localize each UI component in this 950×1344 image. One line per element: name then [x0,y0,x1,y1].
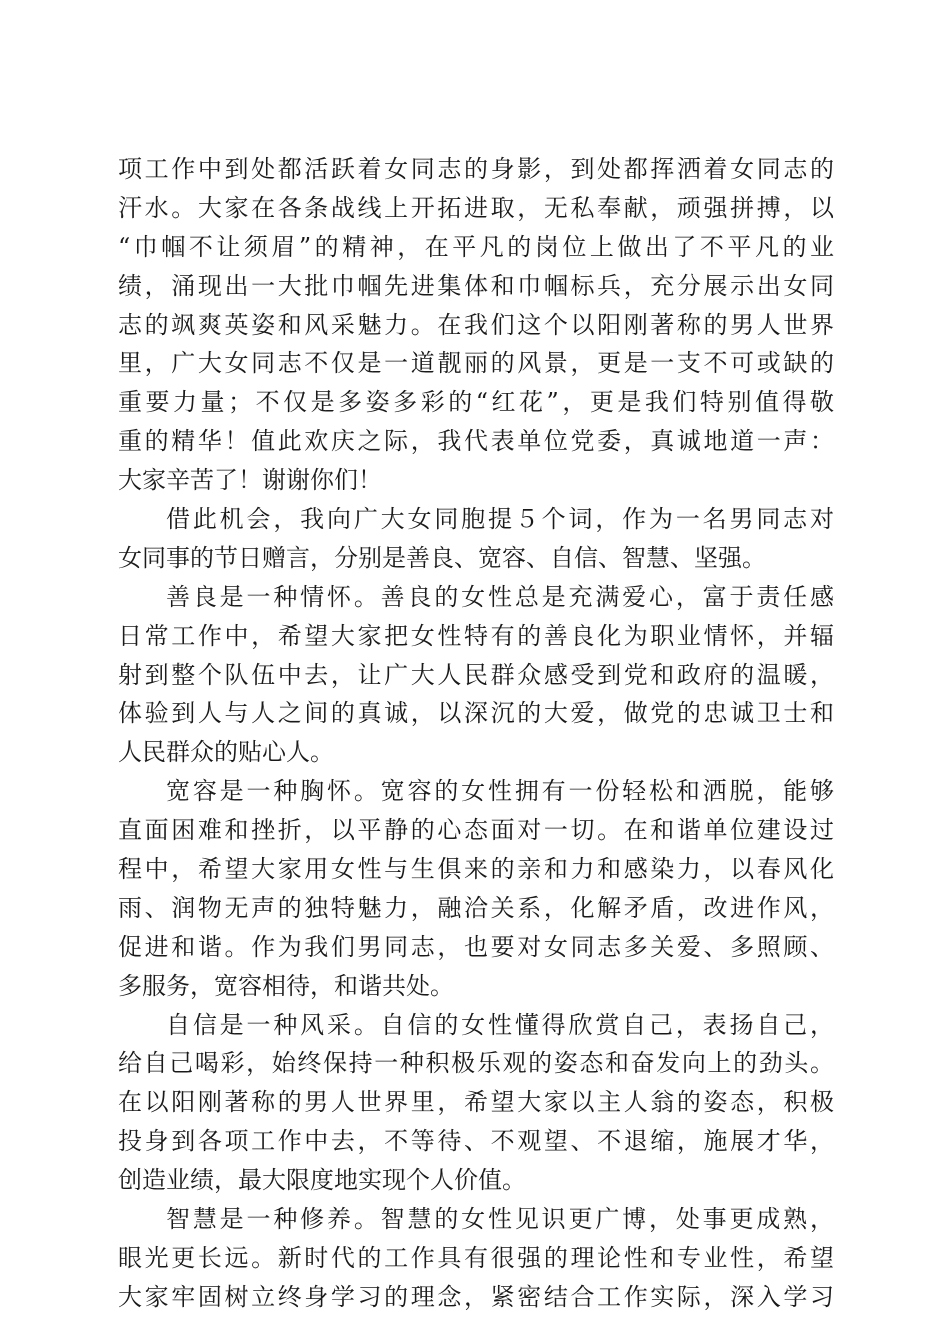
text-line: 善良是一种情怀。善良的女性总是充满爱心，富于责任感 [166,582,834,611]
text-line: 眼光更长远。新时代的工作具有很强的理论性和专业性，希望 [118,1243,834,1272]
text-line: 汗水。大家在各条战线上开拓进取，无私奉献，顽强拼搏，以 [118,193,834,222]
paragraph [118,772,834,1005]
text-line: 程中，希望大家用女性与生俱来的亲和力和感染力，以春风化 [118,855,834,884]
paragraph [118,1006,834,1200]
text-line: 促进和谐。作为我们男同志，也要对女同志多关爱、多照顾、 [118,932,834,961]
paragraph [118,150,834,500]
text-line: 人民群众的贴心人。 [118,738,334,767]
text-line: 体验到人与人之间的真诚，以深沉的大爱，做党的忠诚卫士和 [118,699,834,728]
text-line: 重要力量；不仅是多姿多彩的“红花”，更是我们特别值得敬 [118,388,834,417]
text-line: 投身到各项工作中去，不等待、不观望、不退缩，施展才华， [118,1127,834,1156]
text-line: 自信是一种风采。自信的女性懂得欣赏自己，表扬自己， [166,1010,834,1039]
text-line: 重的精华！值此欢庆之际，我代表单位党委，真诚地道一声： [118,427,834,456]
text-line: 里，广大女同志不仅是一道靓丽的风景，更是一支不可或缺的 [118,349,834,378]
text-line: 给自己喝彩，始终保持一种积极乐观的姿态和奋发向上的劲头。 [118,1049,834,1078]
text-line: 志的飒爽英姿和风采魅力。在我们这个以阳刚著称的男人世界 [118,310,834,339]
paragraph [118,1200,834,1317]
text-line: 借此机会，我向广大女同胞提５个词，作为一名男同志对 [166,505,834,534]
document-body-text [118,150,834,1317]
text-line: 射到整个队伍中去，让广大人民群众感受到党和政府的温暖， [118,660,834,689]
text-line: “巾帼不让须眉”的精神，在平凡的岗位上做出了不平凡的业 [118,232,834,261]
text-line: 创造业绩，最大限度地实现个人价值。 [118,1166,526,1195]
text-line: 在以阳刚著称的男人世界里，希望大家以主人翁的姿态，积极 [118,1088,834,1117]
text-line: 智慧是一种修养。智慧的女性见识更广博，处事更成熟， [166,1205,834,1234]
text-line: 绩，涌现出一大批巾帼先进集体和巾帼标兵，充分展示出女同 [118,271,834,300]
paragraph [118,500,834,578]
text-line: 雨、润物无声的独特魅力，融洽关系，化解矛盾，改进作风， [118,893,834,922]
text-line: 多服务，宽容相待，和谐共处。 [118,971,454,1000]
text-line: 宽容是一种胸怀。宽容的女性拥有一份轻松和洒脱，能够 [166,777,834,806]
text-line: 大家牢固树立终身学习的理念，紧密结合工作实际，深入学习 [118,1282,834,1311]
paragraph [118,578,834,772]
text-line: 女同事的节日赠言，分别是善良、宽容、自信、智慧、坚强。 [118,543,766,572]
text-line: 日常工作中，希望大家把女性特有的善良化为职业情怀，并辐 [118,621,834,650]
text-line: 直面困难和挫折，以平静的心态面对一切。在和谐单位建设过 [118,816,834,845]
text-line: 项工作中到处都活跃着女同志的身影，到处都挥洒着女同志的 [118,155,834,183]
text-line: 大家辛苦了！谢谢你们！ [118,466,382,495]
